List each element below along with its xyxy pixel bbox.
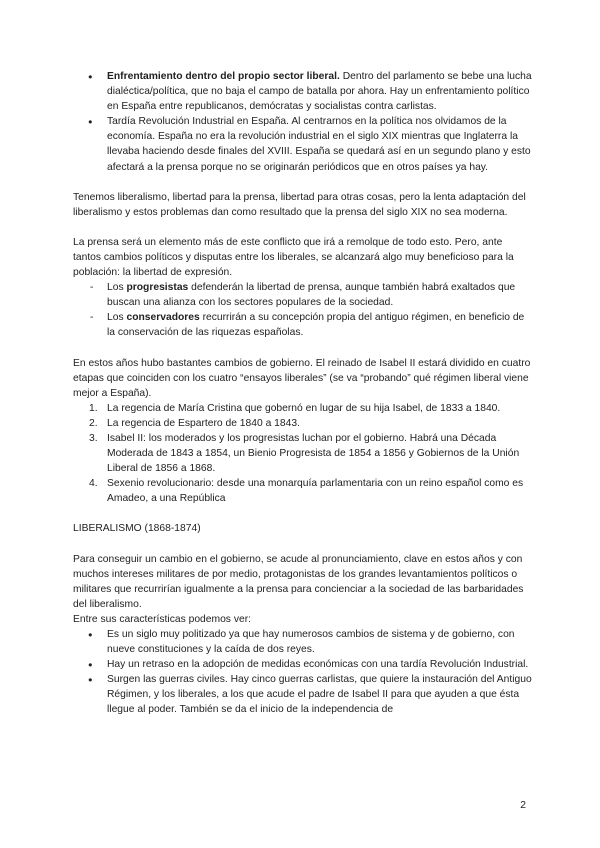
paragraph-liberalismo: Tenemos liberalismo, libertad para la prensa, libertad para otras cosas, pero la lenta adaptación del liberalismo y estos problemas dan como resultado que la prensa del siglo XIX no sea moderna. — [73, 191, 526, 218]
caracteristicas-intro: Entre sus características podemos ver: — [73, 613, 251, 625]
paragraph-pronunciamiento: Para conseguir un cambio en el gobierno, se acude al pronunciamiento, clave en estos años y con muchos intereses militares de por medio, protagonistas de los grandes levantamientos políticos o militares que recurrirían igualmente a la prensa para concienciar a la sociedad de las barbaridades del liberalismo. — [73, 553, 524, 610]
list-item — [73, 401, 533, 416]
page-number: 2 — [520, 800, 526, 811]
bullet-text: Dentro del parlamento se bebe una lucha dialéctica/política, que no baja el campo de batalla por ahora. Hay un enfrentamiento político en España entre republicanos, demócratas y socialistas contra carlistas. — [107, 71, 532, 113]
list-item — [73, 114, 533, 174]
bottom-bullet-list — [73, 627, 533, 718]
list-item — [73, 431, 533, 476]
list-item — [73, 416, 533, 431]
list-item — [73, 280, 533, 310]
dash-list — [73, 280, 533, 340]
item-text: Sexenio revolucionario: desde una monarquía parlamentaria con un reino español como es Amadeo, a una República — [107, 478, 524, 505]
page-content — [73, 69, 533, 718]
number-marker: 2. — [89, 417, 98, 429]
item-text: Isabel II: los moderados y los progresistas luchan por el gobierno. Habrá una Década Moderada de 1843 a 1854, un Bienio Progresista de 1854 a 1856 y Gobiernos de la Unión Liberal de 1856 a 1868. — [107, 432, 520, 475]
number-marker: 1. — [89, 402, 98, 414]
number-marker: 4. — [89, 478, 98, 490]
top-bullet-list — [73, 69, 533, 175]
paragraph-gobierno: En estos años hubo bastantes cambios de gobierno. El reinado de Isabel II estará dividido en cuatro etapas que coinciden con los cuatro “ensayos liberales” (se va “probando” qué régimen liberal viene mejor a España). — [73, 357, 531, 399]
list-item: ● Hay un retraso en la adopción de medidas económicas con una tardía Revolución Industrial. — [73, 657, 533, 672]
paragraph-prensa: La prensa será un elemento más de este conflicto que irá a remolque de todo esto. Pero, ante tantos cambios políticos y disputas entre los liberales, se alcanzará algo muy beneficioso para la población: la libertad de expresión. — [73, 236, 514, 279]
section-heading: LIBERALISMO (1868-1874) — [73, 523, 201, 535]
dash-bold: conservadores — [126, 312, 200, 324]
list-item — [73, 476, 533, 506]
dash-post: defenderán la libertad de prensa, aunque también habrá exaltados que buscan una alianza con los sectores populares de la sociedad. — [107, 282, 516, 309]
bullet-text: Tardía Revolución Industrial en España. Al centrarnos en la política nos olvidamos de la economía. España no era la revolución industrial en el siglo XIX mientras que Inglaterra la llevaba haciendo desde finales del XVIII. España se quedará así en un segundo plano y esto afectará a la prensa porque no se originarán periódicos que en otros países ya hay. — [107, 116, 531, 173]
list-item — [73, 310, 533, 340]
list-item — [73, 69, 533, 114]
number-marker: 3. — [89, 432, 98, 444]
item-text: La regencia de María Cristina que gobernó en lugar de su hija Isabel, de 1833 a 1840. — [107, 402, 501, 414]
bullet-bold-lead: Enfrentamiento dentro del propio sector liberal. — [107, 71, 340, 82]
list-item: ● Es un siglo muy politizado ya que hay numerosos cambios de sistema y de gobierno, con nueve constituciones y la caída de dos reyes. — [73, 627, 533, 657]
numbered-list — [73, 401, 533, 507]
dash-bold: progresistas — [126, 282, 189, 294]
list-item: ● Surgen las guerras civiles. Hay cinco guerras carlistas, que quiere la instauración del Antiguo Régimen, y los liberales, a los que acude el padre de Isabel II para que ayuden a que ésta llegue al poder. También se da el inicio de la independencia de — [73, 672, 533, 717]
item-text: La regencia de Espartero de 1840 a 1843. — [107, 417, 300, 429]
dash-marker: - — [90, 282, 94, 294]
dash-pre: Los — [107, 282, 127, 294]
dash-post: recurrirán a su concepción propia del antiguo régimen, en beneficio de la conservación de las riquezas españolas. — [107, 312, 525, 339]
dash-pre: Los — [107, 312, 127, 324]
dash-marker: - — [90, 312, 94, 324]
